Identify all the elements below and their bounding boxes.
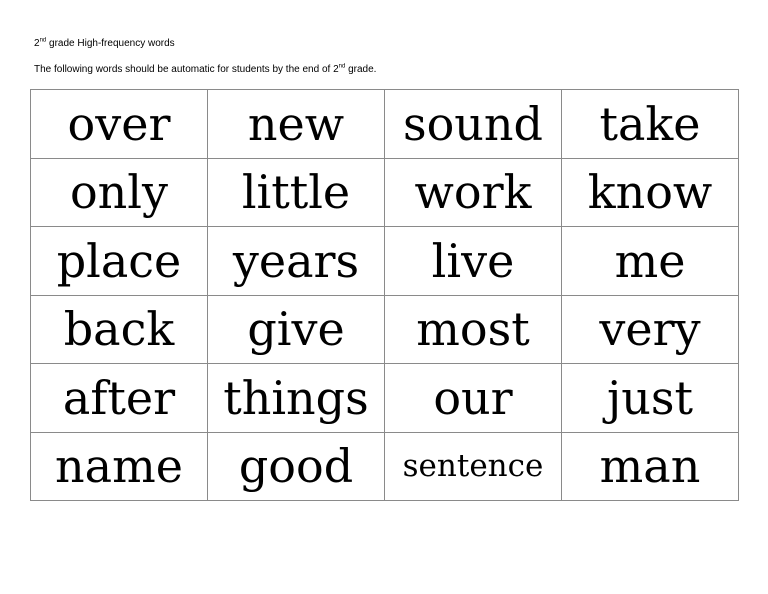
word-cell: after xyxy=(31,364,208,433)
word-cell: back xyxy=(31,295,208,364)
word-cell: work xyxy=(385,158,562,227)
table-row xyxy=(31,158,739,227)
word-cell: little xyxy=(208,158,385,227)
word-cell: take xyxy=(562,90,739,159)
word-cell: sound xyxy=(385,90,562,159)
title-ordinal-suffix: nd xyxy=(39,37,47,44)
word-cell: know xyxy=(562,158,739,227)
page-title xyxy=(34,38,175,50)
table-row xyxy=(31,432,739,501)
word-cell: very xyxy=(562,295,739,364)
word-cell: name xyxy=(31,432,208,501)
title-text: grade High-frequency words xyxy=(46,38,175,49)
table-row xyxy=(31,227,739,296)
word-cell: our xyxy=(385,364,562,433)
word-cell: give xyxy=(208,295,385,364)
word-cell: me xyxy=(562,227,739,296)
word-table xyxy=(30,89,739,501)
intro-ordinal-suffix: nd xyxy=(338,63,346,70)
intro-text-start: The following words should be automatic for students by the end of xyxy=(34,64,334,75)
title-ordinal: 2 xyxy=(34,38,40,49)
table-row xyxy=(31,90,739,159)
word-cell: sentence xyxy=(385,432,562,501)
word-cell: man xyxy=(562,432,739,501)
word-cell: live xyxy=(385,227,562,296)
word-cell: most xyxy=(385,295,562,364)
intro-text xyxy=(34,64,376,76)
intro-text-end: grade. xyxy=(345,64,377,75)
word-cell: new xyxy=(208,90,385,159)
word-cell: just xyxy=(562,364,739,433)
word-cell: only xyxy=(31,158,208,227)
word-cell: good xyxy=(208,432,385,501)
table-row xyxy=(31,364,739,433)
word-cell: over xyxy=(31,90,208,159)
word-cell: things xyxy=(208,364,385,433)
word-cell: place xyxy=(31,227,208,296)
table-row xyxy=(31,295,739,364)
word-cell: years xyxy=(208,227,385,296)
intro-ordinal: 2 xyxy=(333,64,339,75)
